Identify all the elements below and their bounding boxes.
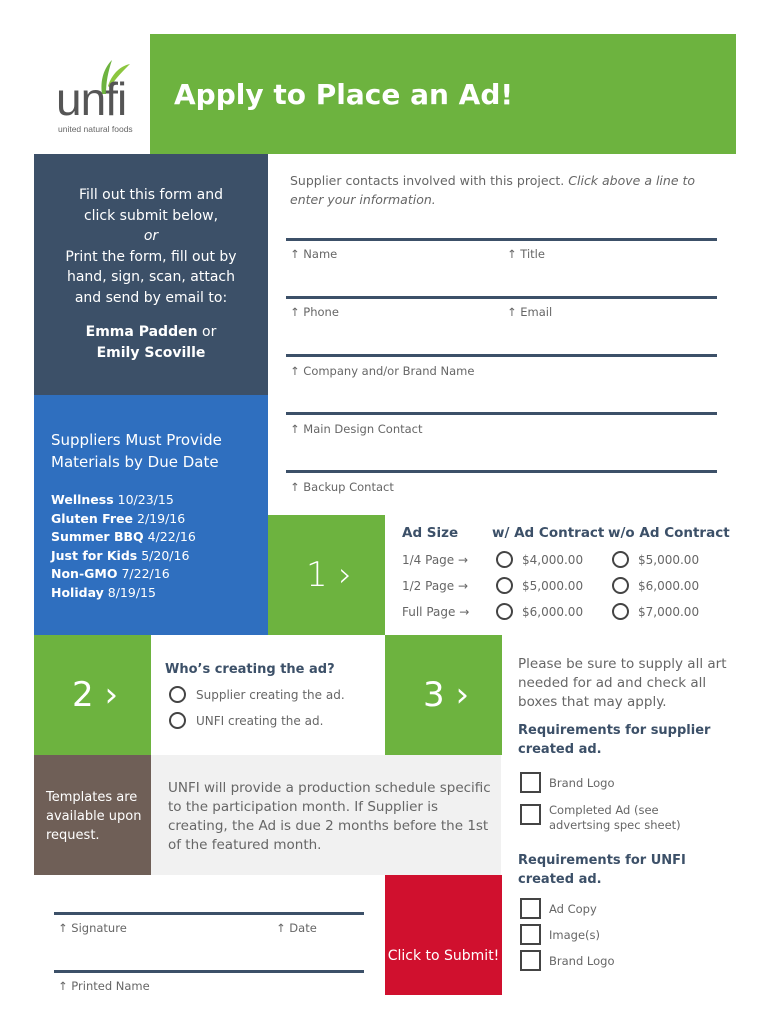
supplier-creating-radio[interactable] [169,686,186,703]
supply-note: Please be sure to supply all art needed for ad and check all boxes that may apply. [518,656,727,710]
due-dates-panel [34,395,268,635]
templates-note: Templates are available upon request. [34,755,151,875]
main-design-label: ↑ Main Design Contact [290,422,423,436]
due-date-name: Summer BBQ [51,529,144,544]
due-dates-list [51,491,268,602]
phone-label: ↑ Phone [290,305,339,319]
name-field-line[interactable] [286,238,717,241]
full-without-price: $7,000.00 [638,605,700,619]
quarter-with-radio[interactable] [496,551,513,568]
completed-ad-checkbox[interactable] [520,804,541,825]
contacts-intro-text: Supplier contacts involved with this project. [290,173,565,188]
page-title: Apply to Place an Ad! [174,78,514,111]
ad-copy-checkbox[interactable] [520,898,541,919]
instructions-line2: Print the form, fill out by hand, sign, scan, attach and send by email to: [65,248,237,306]
signature-label: ↑ Signature [58,921,127,935]
email-label: ↑ Email [507,305,553,319]
step-2-block [34,635,151,755]
half-with-radio[interactable] [496,577,513,594]
due-date-item [51,547,268,566]
due-date-value: 5/20/16 [141,547,190,563]
unfi-requirements-heading: Requirements for UNFI created ad. [518,853,686,887]
due-date-value: 4/22/16 [147,529,196,544]
ad-size-header: Ad Size [402,525,459,541]
due-date-name: Just for Kids [51,547,138,563]
signature-line[interactable] [54,912,364,915]
half-without-price: $6,000.00 [638,579,700,593]
due-date-item [51,565,268,584]
printed-name-line[interactable] [54,970,364,973]
step-1-number: 1 › [306,555,353,595]
logo-word: unfi [56,73,127,125]
ad-size-quarter: 1/4 Page → [402,553,469,567]
full-without-radio[interactable] [612,603,629,620]
title-label: ↑ Title [507,247,545,261]
step-3-number: 3 › [423,675,470,715]
company-label: ↑ Company and/or Brand Name [290,364,475,378]
contact-name-1: Emma Padden [85,324,198,340]
due-date-item [51,491,268,510]
quarter-without-price: $5,000.00 [638,553,700,567]
completed-ad-label: Completed Ad (see advertsing spec sheet) [549,803,681,832]
ad-copy-label: Ad Copy [549,902,597,916]
unfi-logo [34,34,150,154]
due-date-value: 8/19/15 [107,584,156,600]
due-date-value: 7/22/16 [121,566,170,581]
supplier-requirements-heading: Requirements for supplier created ad. [518,723,711,757]
schedule-note: UNFI will provide a production schedule specific to the participation month. If Supplier is creating, the Ad is due 2 months before the 1st of the featured month. [151,755,501,875]
due-date-value: 2/19/16 [137,510,186,526]
contact-or: or [202,324,217,340]
instructions-panel [34,154,268,395]
brand-logo-checkbox[interactable] [520,772,541,793]
instructions-line1: Fill out this form and click submit below, [79,187,223,224]
ad-size-full: Full Page → [402,605,470,619]
due-date-value: 10/23/15 [117,492,174,507]
quarter-without-radio[interactable] [612,551,629,568]
images-label: Image(s) [549,928,600,942]
name-label: ↑ Name [290,247,338,261]
unfi-brand-logo-label: Brand Logo [549,954,615,968]
step-2-number: 2 › [72,675,119,715]
backup-field-line[interactable] [286,470,717,473]
full-with-radio[interactable] [496,603,513,620]
due-dates-title: Suppliers Must Provide Materials by Due Date [51,431,222,471]
contact-names [34,322,268,363]
without-contract-header: w/o Ad Contract [608,525,730,541]
unfi-brand-logo-checkbox[interactable] [520,950,541,971]
contacts-intro [290,172,730,209]
due-date-name: Holiday [51,584,104,600]
submit-button[interactable]: Click to Submit! [385,875,502,995]
due-date-item [51,510,268,529]
brand-logo-label: Brand Logo [549,776,615,790]
date-label: ↑ Date [276,921,317,935]
company-field-line[interactable] [286,354,717,357]
logo-subtext: united natural foods [58,124,133,134]
contacts-intro-hint: Click above a line to enter your information. [290,173,696,207]
who-creating-question: Who’s creating the ad? [165,662,335,677]
header-banner [150,34,736,154]
half-without-radio[interactable] [612,577,629,594]
due-date-item [51,584,268,603]
due-date-name: Gluten Free [51,510,134,526]
due-date-item [51,528,268,547]
supplier-creating-label: Supplier creating the ad. [196,688,345,702]
instructions-or: or [143,228,159,244]
phone-field-line[interactable] [286,296,717,299]
quarter-with-price: $4,000.00 [522,553,584,567]
backup-label: ↑ Backup Contact [290,480,394,494]
due-date-name: Non-GMO [51,566,118,581]
main-design-field-line[interactable] [286,412,717,415]
printed-name-label: ↑ Printed Name [58,979,150,993]
half-with-price: $5,000.00 [522,579,584,593]
unfi-creating-label: UNFI creating the ad. [196,714,324,728]
unfi-creating-radio[interactable] [169,712,186,729]
contact-name-2: Emily Scoville [96,344,206,361]
full-with-price: $6,000.00 [522,605,584,619]
due-date-name: Wellness [51,492,114,507]
step-1-block [268,515,385,635]
images-checkbox[interactable] [520,924,541,945]
with-contract-header: w/ Ad Contract [492,525,605,541]
step-3-block [385,635,502,755]
ad-size-half: 1/2 Page → [402,579,469,593]
